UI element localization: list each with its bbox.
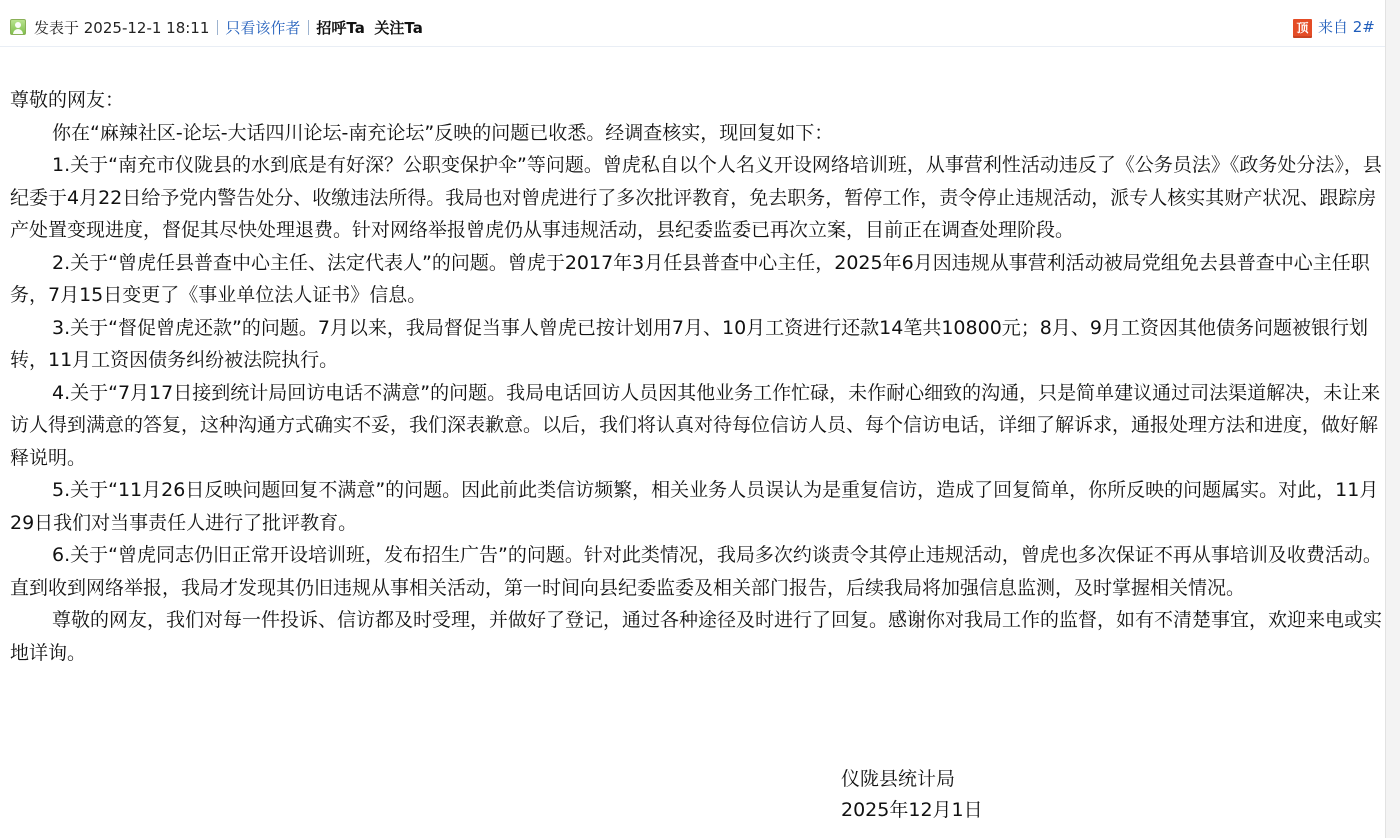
- post-paragraph: 你在“麻辣社区-论坛-大话四川论坛-南充论坛”反映的问题已收悉。经调查核实，现回复如下：: [52, 121, 834, 144]
- posted-time: 发表于 2025-12-1 18:11: [34, 19, 210, 37]
- top-post-icon[interactable]: 顶: [1293, 19, 1312, 38]
- follow-link[interactable]: 关注Ta: [374, 19, 423, 37]
- post-paragraph: 4.关于“7月17日接到统计局回访电话不满意”的问题。我局电话回访人员因其他业务工作忙碌，未作耐心细致的沟通，只是简单建议通过司法渠道解决，未让来访人得到满意的答复，这种沟通方式确实不妥，我们深表歉意。以后，我们将认真对待每位信访人员、每个信访电话，详细了解诉求，通报处理方法和进度，做好解释说明。: [10, 381, 1381, 469]
- post-paragraph: 3.关于“督促曾虎还款”的问题。7月以来，我局督促当事人曾虎已按计划用7月、10月工资进行还款14笔共10800元；8月、9月工资因其他债务问题被银行划转，11月工资因债务纠纷被法院执行。: [10, 316, 1368, 371]
- post-paragraph: 尊敬的网友，我们对每一件投诉、信访都及时受理，并做好了登记，通过各种途径及时进行了回复。感谢你对我局工作的监督，如有不清楚事宜，欢迎来电或实地详询。: [10, 609, 1383, 664]
- meta-divider: [217, 20, 218, 35]
- post-paragraph: 5.关于“11月26日反映问题回复不满意”的问题。因此前此类信访频繁，相关业务人员误认为是重复信访，造成了回复简单，你所反映的问题属实。对此，11月29日我们对当事责任人进行了批评教育。: [10, 479, 1379, 534]
- post-meta: [34, 18, 423, 38]
- signature-block: [841, 764, 983, 826]
- post-greeting: 尊敬的网友：: [10, 89, 125, 111]
- signature-org: 仪陇县统计局: [841, 768, 956, 790]
- post-header: [0, 0, 1385, 47]
- vertical-scrollbar[interactable]: [1385, 0, 1400, 838]
- only-author-link[interactable]: 只看该作者: [225, 19, 301, 37]
- user-avatar-icon[interactable]: [10, 19, 26, 35]
- meta-divider: [308, 20, 309, 35]
- greet-link[interactable]: 招呼Ta: [316, 19, 365, 37]
- post-paragraph: 2.关于“曾虎任县普查中心主任、法定代表人”的问题。曾虎于2017年3月任县普查中心主任，2025年6月因违规从事营利活动被局党组免去县普查中心主任职务，7月15日变更了《事业单位法人证书》信息。: [10, 251, 1370, 306]
- post-paragraph: 6.关于“曾虎同志仍旧正常开设培训班，发布招生广告”的问题。针对此类情况，我局多次约谈责令其停止违规活动，曾虎也多次保证不再从事培训及收费活动。直到收到网络举报，我局才发现其仍旧违规从事相关活动，第一时间向县纪委监委及相关部门报告，后续我局将加强信息监测，及时掌握相关情况。: [10, 544, 1382, 599]
- post-content: [10, 84, 1383, 669]
- floor-link[interactable]: 来自 2#: [1318, 18, 1375, 36]
- signature-date: 2025年12月1日: [841, 799, 983, 821]
- post-paragraph: 1.关于“南充市仪陇县的水到底是有好深？公职变保护伞”等问题。曾虎私自以个人名义开设网络培训班，从事营利性活动违反了《公务员法》《政务处分法》，县纪委于4月22日给予党内警告处分、收缴违法所得。我局也对曾虎进行了多次批评教育，免去职务，暂停工作，责令停止违规活动，派专人核实其财产状况、跟踪房产处置变现进度，督促其尽快处理退费。针对网络举报曾虎仍从事违规活动，县纪委监委已再次立案，目前正在调查处理阶段。: [10, 154, 1382, 241]
